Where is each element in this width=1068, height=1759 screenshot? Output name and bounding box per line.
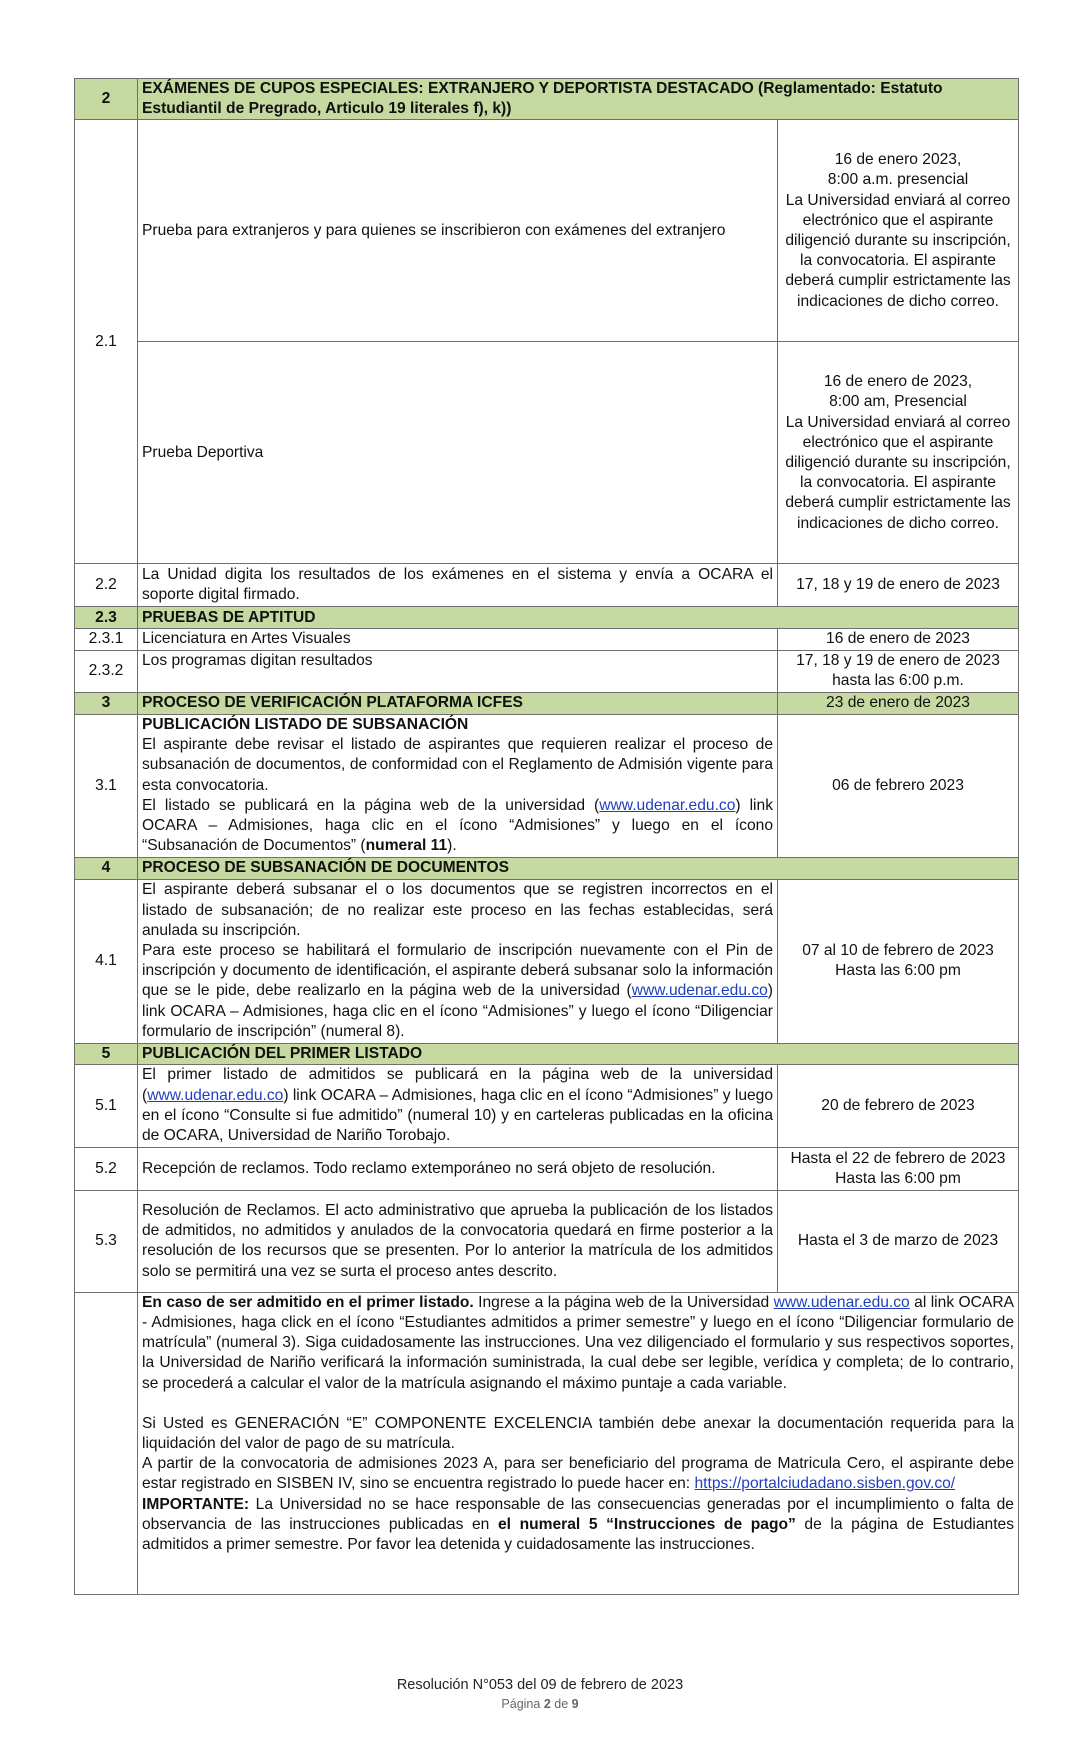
date-line: 07 al 10 de febrero de 2023 xyxy=(802,941,994,959)
row-5-1 xyxy=(75,1064,1019,1147)
row-2-3-2 xyxy=(75,650,1019,692)
section-2-header-row xyxy=(75,79,1019,120)
row-date xyxy=(778,342,1019,564)
date-note: La Universidad enviará al correo electrónico que el aspirante diligenció durante su inscripción, la convocatoria. El aspirante deberá cumplir estrictamente las indicaciones de dicho correo. xyxy=(785,413,1011,532)
row-subtitle: PUBLICACIÓN LISTADO DE SUBSANACIÓN xyxy=(142,715,469,733)
row-date: Hasta el 3 de marzo de 2023 xyxy=(778,1190,1019,1292)
instructions-paragraph xyxy=(142,1293,1014,1394)
row-5-2 xyxy=(75,1147,1019,1190)
text-span: al link OCARA - Admisiones, haga click en el ícono “Estudiantes admitidos a primer semestre” y luego en el ícono “Diligenciar formulario de matrícula” (numeral 3). Siga cuidadosamente las instrucciones. Una vez diligenciado el formulario y sus respectivos soportes, la Universidad de Nariño verificará la información suministrada, la cual debe ser legible, verídica y completa; de lo contrario, se procederá a calcular el valor de la matrícula asignando el máximo puntaje a cada variable. xyxy=(142,1293,1014,1392)
row-activity: Los programas digitan resultados xyxy=(138,650,778,692)
row-5-3 xyxy=(75,1190,1019,1292)
udenar-link[interactable]: www.udenar.edu.co xyxy=(599,796,736,814)
row-number: 5.1 xyxy=(75,1064,138,1147)
text-span: ) link OCARA – Admisiones, haga clic en el ícono “Admisiones” y luego el ícono “Diligenciar formulario de inscripción” (numeral 8). xyxy=(142,982,773,1040)
row-date: 06 de febrero 2023 xyxy=(778,714,1019,857)
page-of: de xyxy=(550,1697,572,1711)
row-paragraph: El aspirante deberá subsanar el o los documentos que se registren incorrectos en el listado de subsanación; de no realizar este proceso en las fechas establecidas, será anulada su inscripción. xyxy=(142,881,773,939)
page-total: 9 xyxy=(571,1697,579,1711)
section-title: PROCESO DE SUBSANACIÓN DE DOCUMENTOS xyxy=(138,857,1019,879)
instructions-paragraph xyxy=(142,1454,1014,1494)
date-line: 16 de enero 2023, xyxy=(834,151,962,169)
text-span: ) link OCARA – Admisiones, haga clic en el ícono “Admisiones” y luego en el ícono “Consulte si fue admitido” (numeral 10) y en carteleras publicadas en la oficina de OCARA, Universidad de Nariño Torobajo. xyxy=(142,1086,774,1145)
section-number: 4 xyxy=(75,857,138,879)
row-number: 5.3 xyxy=(75,1190,138,1292)
section-title: EXÁMENES DE CUPOS ESPECIALES: EXTRANJERO Y DEPORTISTA DESTACADO (Reglamentado: Estatuto Estudiantil de Pregrado, Articulo 19 literales f), k)) xyxy=(138,79,1019,120)
text-span: ) link OCARA – Admisiones, haga clic en el ícono “Admisiones” y luego en el ícono “Subsanación de Documentos” ( xyxy=(142,796,773,855)
row-date xyxy=(778,120,1019,342)
page-current: 2 xyxy=(543,1697,551,1711)
row-3-1 xyxy=(75,714,1019,857)
row-activity: Licenciatura en Artes Visuales xyxy=(138,629,778,650)
schedule-table xyxy=(74,78,1019,1595)
row-number: 5.2 xyxy=(75,1147,138,1190)
text-span: Para este proceso se habilitará el formulario de inscripción nuevamente con el Pin de inscripción y documento de identificación, el aspirante deberá subsanar solo la información que se le pide, debe realizarlo en la página web de la universidad ( xyxy=(142,941,773,1000)
important-label: IMPORTANTE: xyxy=(142,1495,250,1513)
row-number: 2.1 xyxy=(75,120,138,564)
instructions-cell xyxy=(138,1292,1019,1594)
date-line: 16 de enero de 2023, xyxy=(823,373,973,391)
section-number: 5 xyxy=(75,1043,138,1064)
row-number: 2.3.1 xyxy=(75,629,138,650)
bold-span: el numeral 5 “Instrucciones de pago” xyxy=(497,1515,796,1533)
row-enrollment-instructions xyxy=(75,1292,1019,1594)
row-paragraph xyxy=(142,941,773,1042)
udenar-link[interactable]: www.udenar.edu.co xyxy=(631,982,768,1000)
row-2-1-foreign xyxy=(75,120,1019,342)
footer-page-number xyxy=(0,1697,1068,1711)
section-4-header-row xyxy=(75,857,1019,879)
row-4-1 xyxy=(75,879,1019,1043)
page-label: Página xyxy=(501,1697,544,1711)
section-title: PRUEBAS DE APTITUD xyxy=(138,607,1019,629)
row-number: 4.1 xyxy=(75,879,138,1043)
footer-resolution: Resolución N°053 del 09 de febrero de 2023 xyxy=(396,1677,684,1693)
row-activity: Resolución de Reclamos. El acto administrativo que aprueba la publicación de los listados de admitidos, no admitidos y anulados de la convocatoria quedará en firme posterior a la resolución de los recursos que se presenten. Por lo anterior la matrícula de los admitidos solo se permitirá una vez se surta el proceso antes descrito. xyxy=(138,1190,778,1292)
section-2-3-header-row xyxy=(75,607,1019,629)
section-number: 2 xyxy=(75,79,138,120)
section-title: PROCESO DE VERIFICACIÓN PLATAFORMA ICFES xyxy=(138,692,778,714)
sisben-link[interactable]: https://portalciudadano.sisben.gov.co/ xyxy=(694,1475,956,1493)
row-date xyxy=(778,879,1019,1043)
row-date: 20 de febrero de 2023 xyxy=(778,1064,1019,1147)
row-activity xyxy=(138,714,778,857)
time-line: Hasta las 6:00 pm xyxy=(835,962,961,980)
empty-cell xyxy=(75,1292,138,1594)
row-number: 2.3.2 xyxy=(75,650,138,692)
row-date: 16 de enero de 2023 xyxy=(778,629,1019,650)
row-activity: La Unidad digita los resultados de los exámenes en el sistema y envía a OCARA el soporte digital firmado. xyxy=(138,564,778,607)
section-title: PUBLICACIÓN DEL PRIMER LISTADO xyxy=(138,1043,1019,1064)
section-number: 2.3 xyxy=(75,607,138,629)
text-span: El listado se publicará en la página web de la universidad ( xyxy=(142,796,600,814)
row-2-1-sports xyxy=(75,342,1019,564)
row-activity xyxy=(138,1064,778,1147)
row-paragraph xyxy=(142,796,773,857)
section-5-header-row xyxy=(75,1043,1019,1064)
text-span: La Universidad no se hace responsable de las consecuencias generadas por el incumplimiento o falta de observancia de las instrucciones publicadas en xyxy=(142,1495,1014,1533)
row-date: Hasta el 22 de febrero de 2023 Hasta las 6:00 pm xyxy=(778,1147,1019,1190)
row-activity: Prueba para extranjeros y para quienes se inscribieron con exámenes del extranjero xyxy=(138,120,778,342)
row-date: 17, 18 y 19 de enero de 2023 hasta las 6:00 p.m. xyxy=(778,650,1019,692)
udenar-link[interactable]: www.udenar.edu.co xyxy=(147,1086,284,1104)
row-paragraph: El aspirante debe revisar el listado de aspirantes que requieren realizar el proceso de subsanación de documentos, de conformidad con el Reglamento de Admisión vigente para esta convocatoria. xyxy=(142,736,773,794)
time-line: 8:00 a.m. presencial xyxy=(827,171,969,189)
row-activity: Recepción de reclamos. Todo reclamo extemporáneo no será objeto de resolución. xyxy=(138,1147,778,1190)
udenar-link[interactable]: www.udenar.edu.co xyxy=(773,1293,910,1311)
row-2-3-1 xyxy=(75,629,1019,650)
date-note: La Universidad enviará al correo electrónico que el aspirante diligenció durante su inscripción, la convocatoria. El aspirante deberá cumplir estrictamente las indicaciones de dicho correo. xyxy=(785,191,1011,310)
bold-lead: En caso de ser admitido en el primer listado. xyxy=(142,1293,474,1311)
instructions-paragraph xyxy=(142,1495,1014,1556)
section-number: 3 xyxy=(75,692,138,714)
bold-span: numeral 11 xyxy=(365,837,448,855)
row-date: 23 de enero de 2023 xyxy=(778,692,1019,714)
row-activity: Prueba Deportiva xyxy=(138,342,778,564)
row-number: 3.1 xyxy=(75,714,138,857)
time-line: 8:00 am, Presencial xyxy=(829,393,967,411)
row-date: 17, 18 y 19 de enero de 2023 xyxy=(778,564,1019,607)
row-number: 2.2 xyxy=(75,564,138,607)
text-span: de la página de Estudiantes admitidos a primer semestre. Por favor lea detenida y cuidadosamente las instrucciones. xyxy=(142,1515,1015,1554)
instructions-paragraph: Si Usted es GENERACIÓN “E” COMPONENTE EXCELENCIA también debe anexar la documentación requerida para la liquidación del valor de pago de su matrícula. xyxy=(142,1414,1014,1453)
paragraph-gap xyxy=(142,1394,1014,1414)
text-span: ). xyxy=(447,837,457,855)
text-span: A partir de la convocatoria de admisiones 2023 A, para ser beneficiario del programa de Matricula Cero, el aspirante debe estar registrado en SISBEN IV, sino se encuentra registrado lo puede hacer en: xyxy=(142,1455,1014,1493)
text-span: El primer listado de admitidos se publicará en la página web de la universidad ( xyxy=(142,1066,773,1104)
section-3-header-row xyxy=(75,692,1019,714)
row-activity xyxy=(138,879,778,1043)
text-span: Ingrese a la página web de la Universidad xyxy=(473,1293,774,1311)
row-2-2 xyxy=(75,564,1019,607)
